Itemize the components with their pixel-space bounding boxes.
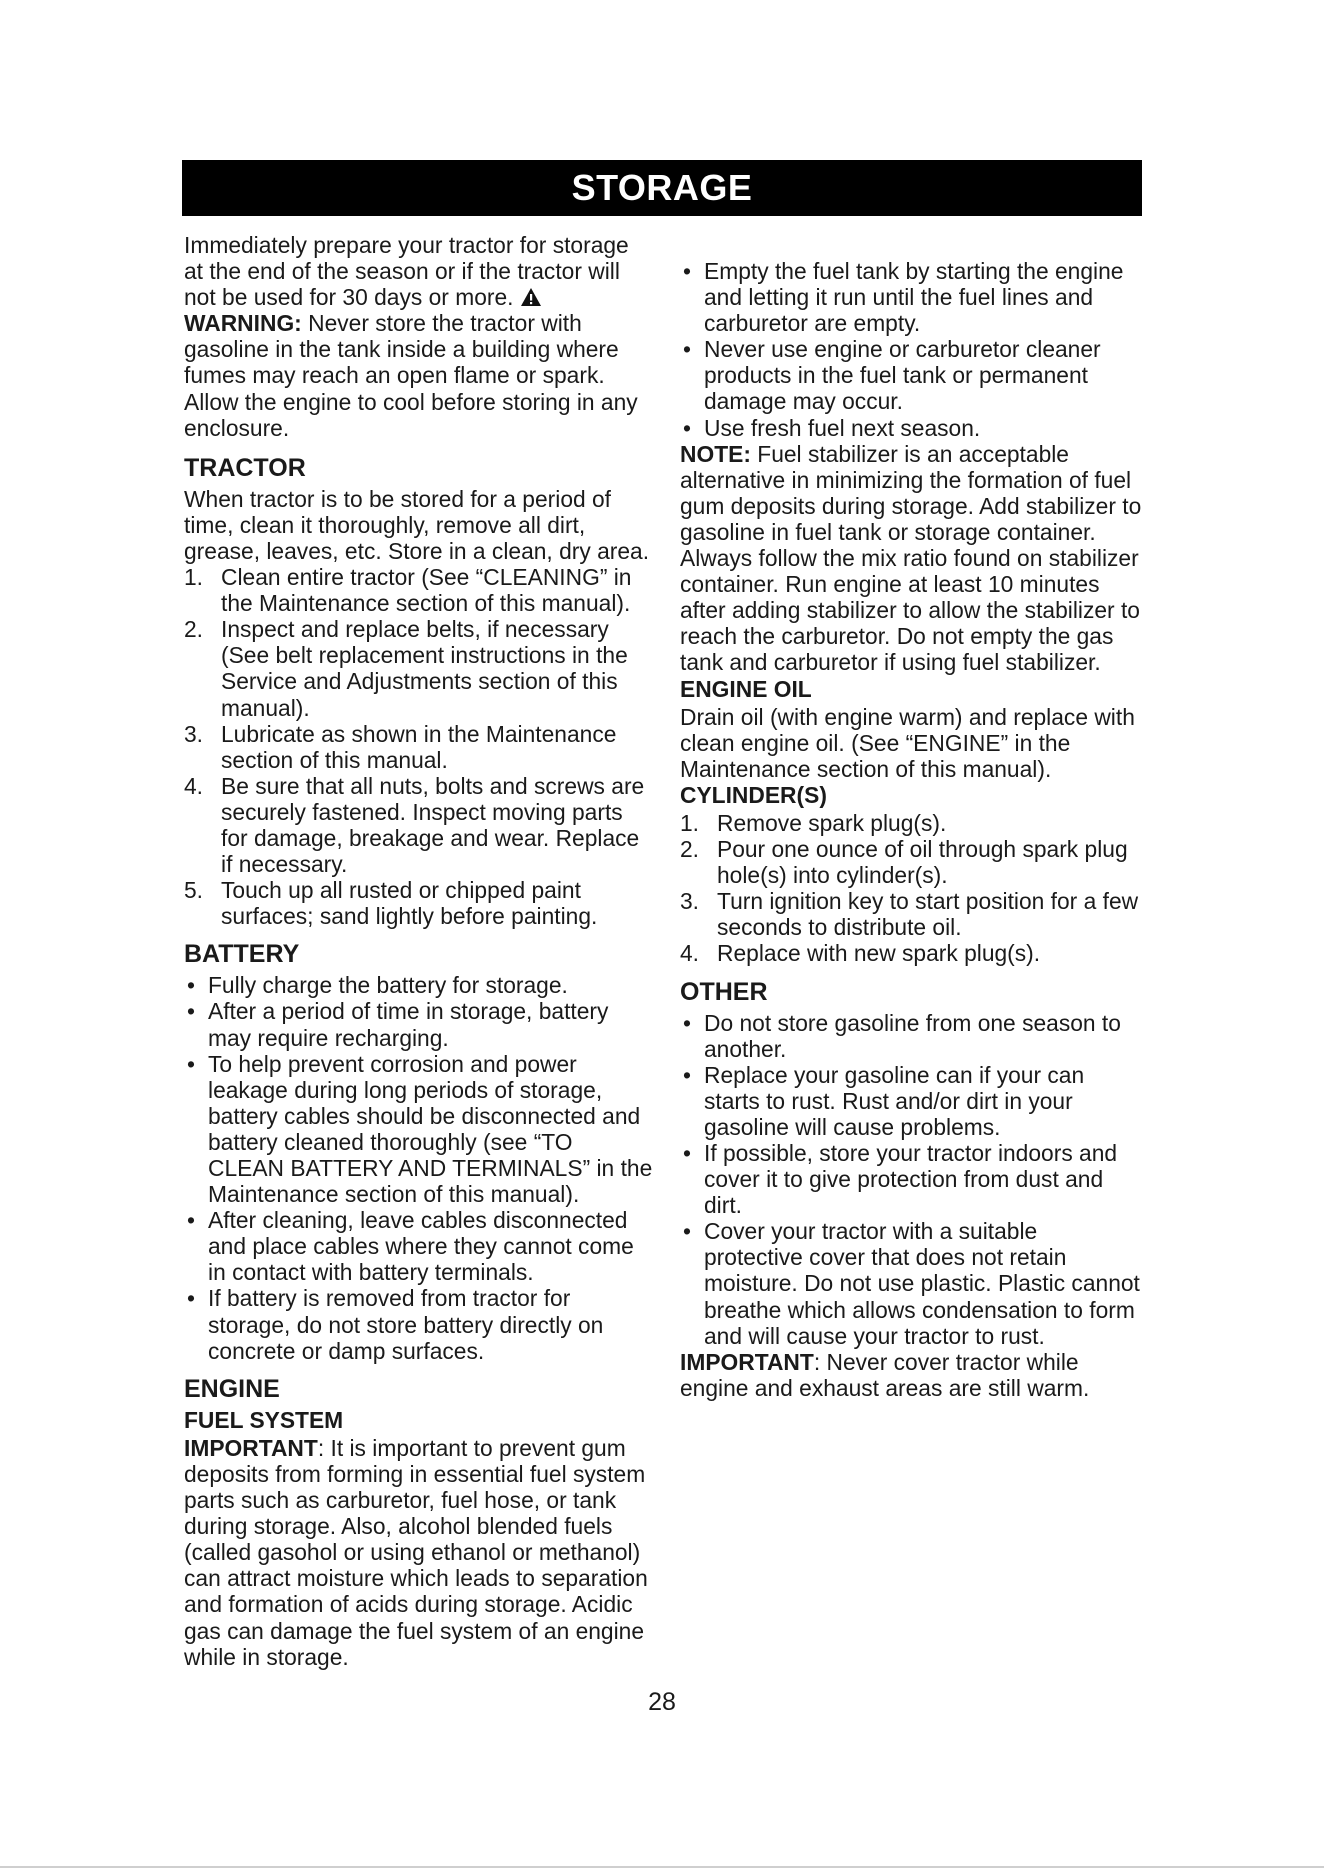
bullet-icon: • bbox=[187, 1050, 195, 1077]
list-item bbox=[184, 773, 654, 877]
list-item bbox=[184, 616, 654, 720]
bullet-icon: • bbox=[683, 336, 691, 363]
fuel-stabilizer-note bbox=[680, 441, 1142, 676]
bullet-text: After a period of time in storage, battery may require recharging. bbox=[208, 998, 609, 1051]
list-item bbox=[680, 415, 1142, 441]
bullet-text: Cover your tractor with a suitable protective cover that does not retain moisture. Do not use plastic. Plastic cannot breathe which allows condensation to form and will cause your tractor to rust. bbox=[704, 1218, 1140, 1349]
step-number: 1. bbox=[680, 809, 700, 836]
list-item bbox=[184, 564, 654, 616]
bullet-icon: • bbox=[683, 1061, 691, 1088]
right-column bbox=[680, 232, 1142, 1401]
bullet-icon: • bbox=[683, 414, 691, 441]
step-number: 3. bbox=[184, 720, 204, 747]
bullet-text: Do not store gasoline from one season to another. bbox=[704, 1009, 1121, 1062]
bullet-icon: • bbox=[187, 1285, 195, 1312]
other-important bbox=[680, 1349, 1142, 1401]
list-item bbox=[184, 1285, 654, 1363]
step-text: Turn ignition key to start position for a few seconds to distribute oil. bbox=[717, 888, 1139, 941]
list-item bbox=[680, 1062, 1142, 1140]
list-item bbox=[680, 940, 1142, 966]
bullet-text: Fully charge the battery for storage. bbox=[208, 972, 568, 999]
note-label: NOTE: bbox=[680, 440, 751, 467]
list-item bbox=[680, 1140, 1142, 1218]
list-item bbox=[680, 888, 1142, 940]
cylinders-heading: CYLINDER(S) bbox=[680, 781, 827, 808]
tractor-paragraph: When tractor is to be stored for a period of time, clean it thoroughly, remove all dirt, grease, leaves, etc. Store in a clean, dry area. bbox=[184, 485, 650, 564]
warning-triangle-icon bbox=[520, 287, 542, 307]
bullet-text: Never use engine or carburetor cleaner products in the fuel tank or permanent damage may occur. bbox=[704, 336, 1101, 415]
important-label: IMPORTANT bbox=[680, 1348, 814, 1375]
cylinders-steps-list bbox=[680, 810, 1142, 967]
left-column bbox=[184, 232, 654, 1670]
step-number: 5. bbox=[184, 877, 204, 904]
fuel-system-important bbox=[184, 1435, 654, 1670]
fuel-system-heading: FUEL SYSTEM bbox=[184, 1406, 344, 1433]
note-text: Fuel stabilizer is an acceptable alternative in minimizing the formation of fuel gum deposits during storage. Add stabilizer to gasoline in fuel tank or storage container. Always follow the mix ratio found on stabilizer container. Run engine at least 10 minutes after adding stabilizer to allow the stabilizer to reach the carburetor. Do not empty the gas tank and carburetor if using fuel stabilizer. bbox=[680, 440, 1142, 676]
engine-heading: ENGINE bbox=[184, 1374, 280, 1403]
engine-oil-paragraph: Drain oil (with engine warm) and replace with clean engine oil. (See “ENGINE” in the Maintenance section of this manual). bbox=[680, 703, 1135, 782]
tractor-steps-list bbox=[184, 564, 654, 929]
step-text: Inspect and replace belts, if necessary (See belt replacement instructions in the Service and Adjustments section of this manual). bbox=[221, 616, 628, 721]
page-number: 28 bbox=[648, 1688, 676, 1716]
bullet-text: Replace your gasoline can if your can starts to rust. Rust and/or dirt in your gasoline will cause problems. bbox=[704, 1061, 1085, 1140]
step-number: 2. bbox=[680, 836, 700, 863]
bullet-icon: • bbox=[187, 972, 195, 999]
other-heading: OTHER bbox=[680, 977, 768, 1006]
list-item bbox=[680, 258, 1142, 336]
bullet-text: Use fresh fuel next season. bbox=[704, 414, 981, 441]
bullet-text: To help prevent corrosion and power leakage during long periods of storage, battery cables should be disconnected and battery cleaned thoroughly (see “TO CLEAN BATTERY AND TERMINALS” in the Maintenance section of this manual). bbox=[208, 1050, 653, 1208]
bullet-icon: • bbox=[683, 1140, 691, 1166]
step-text: Clean entire tractor (See “CLEANING” in the Maintenance section of this manual). bbox=[221, 564, 632, 617]
step-text: Remove spark plug(s). bbox=[717, 809, 947, 836]
step-number: 3. bbox=[680, 888, 700, 915]
bullet-icon: • bbox=[683, 1009, 691, 1036]
bullet-icon: • bbox=[683, 258, 691, 284]
page-title: STORAGE bbox=[182, 160, 1142, 216]
list-item bbox=[184, 721, 654, 773]
intro-text: Immediately prepare your tractor for storage at the end of the season or if the tractor will not be used for 30 days or more. bbox=[184, 232, 629, 311]
list-item bbox=[184, 972, 654, 998]
bullet-icon: • bbox=[187, 998, 195, 1025]
list-item bbox=[680, 836, 1142, 888]
intro-paragraph bbox=[184, 232, 654, 441]
bullet-text: Empty the fuel tank by starting the engine and letting it run until the fuel lines and carburetor are empty. bbox=[704, 258, 1124, 337]
battery-bullets-list bbox=[184, 972, 654, 1363]
warning-label: WARNING: bbox=[184, 310, 302, 337]
engine-oil-heading: ENGINE OIL bbox=[680, 675, 812, 702]
other-bullets-list bbox=[680, 1010, 1142, 1349]
step-text: Lubricate as shown in the Maintenance section of this manual. bbox=[221, 720, 617, 773]
important-text: : Never cover tractor while engine and exhaust areas are still warm. bbox=[680, 1348, 1090, 1401]
list-item bbox=[184, 877, 654, 929]
bullet-text: If battery is removed from tractor for storage, do not store battery directly on concrete or damp surfaces. bbox=[208, 1285, 604, 1364]
list-item bbox=[184, 1051, 654, 1208]
list-item bbox=[680, 1218, 1142, 1348]
bullet-icon: • bbox=[683, 1218, 691, 1245]
bullet-text: If possible, store your tractor indoors and cover it to give protection from dust and dirt. bbox=[704, 1140, 1118, 1219]
fuel-system-bullets-list bbox=[680, 258, 1142, 441]
battery-heading: BATTERY bbox=[184, 940, 300, 969]
step-number: 2. bbox=[184, 616, 204, 643]
list-item bbox=[680, 810, 1142, 836]
step-text: Pour one ounce of oil through spark plug hole(s) into cylinder(s). bbox=[717, 836, 1128, 889]
step-text: Be sure that all nuts, bolts and screws are securely fastened. Inspect moving parts for damage, breakage and wear. Replace if necessary. bbox=[221, 772, 645, 878]
step-text: Touch up all rusted or chipped paint surfaces; sand lightly before painting. bbox=[221, 877, 598, 930]
step-number: 4. bbox=[184, 772, 204, 799]
important-label: IMPORTANT bbox=[184, 1434, 318, 1461]
step-text: Replace with new spark plug(s). bbox=[717, 940, 1041, 967]
important-text: : It is important to prevent gum deposits from forming in essential fuel system parts such as carburetor, fuel hose, or tank during storage. Also, alcohol blended fuels (called gasohol or using ethanol or methanol) can attract moisture which leads to separation and formation of acids during storage. Acidic gas can damage the fuel system of an engine while in storage. bbox=[184, 1434, 648, 1670]
list-item bbox=[680, 1010, 1142, 1062]
step-number: 4. bbox=[680, 940, 700, 967]
tractor-heading: TRACTOR bbox=[184, 453, 306, 482]
bottom-divider bbox=[0, 1866, 1324, 1868]
bullet-text: After cleaning, leave cables disconnected and place cables where they cannot come in contact with battery terminals. bbox=[208, 1207, 634, 1286]
list-item bbox=[184, 1207, 654, 1285]
list-item bbox=[184, 998, 654, 1050]
warning-text: Never store the tractor with gasoline in the tank inside a building where fumes may reach an open flame or spark. Allow the engine to cool before storing in any enclosure. bbox=[184, 310, 638, 441]
step-number: 1. bbox=[184, 564, 204, 591]
bullet-icon: • bbox=[187, 1207, 195, 1234]
list-item bbox=[680, 336, 1142, 414]
